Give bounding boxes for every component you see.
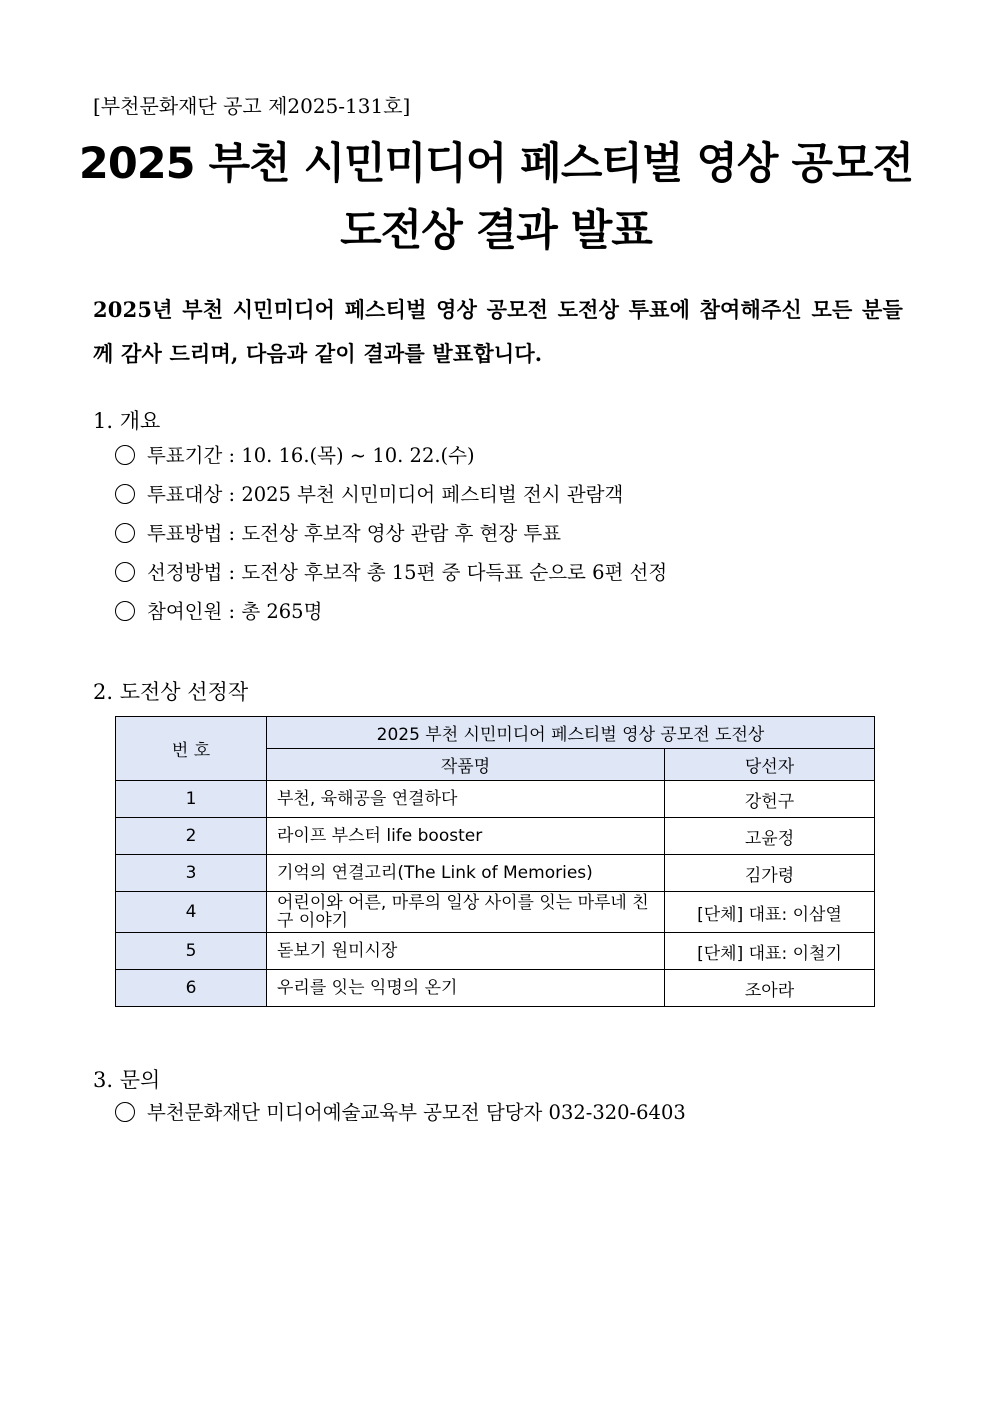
circle-bullet-icon (115, 1102, 135, 1122)
overview-item-text: 투표방법 : 도전상 후보작 영상 관람 후 현장 투표 (147, 522, 562, 545)
table-row (116, 892, 875, 933)
row-winner: 고윤정 (665, 818, 875, 855)
overview-item-text: 투표대상 : 2025 부천 시민미디어 페스티벌 전시 관람객 (147, 483, 624, 506)
page-title: 2025 부천 시민미디어 페스티벌 영상 공모전 (78, 139, 914, 189)
table-row (116, 781, 875, 818)
header-title: 작품명 (267, 749, 665, 781)
circle-bullet-icon (115, 445, 135, 465)
row-winner: 조아라 (665, 970, 875, 1007)
row-number: 6 (116, 970, 267, 1007)
overview-item (115, 597, 667, 636)
circle-bullet-icon (115, 484, 135, 504)
notice-number: [부천문화재단 공고 제2025-131호] (93, 94, 411, 118)
contact-item (115, 1098, 686, 1137)
overview-item (115, 480, 667, 519)
row-number: 4 (116, 892, 267, 933)
table-row (116, 933, 875, 970)
row-title: 어린이와 어른, 마루의 일상 사이를 잇는 마루네 친구 이야기 (267, 892, 665, 933)
table-row (116, 855, 875, 892)
table-row (116, 818, 875, 855)
overview-item (115, 519, 667, 558)
overview-item-text: 투표기간 : 10. 16.(목) ~ 10. 22.(수) (147, 444, 475, 467)
row-title: 라이프 부스터 life booster (267, 818, 665, 855)
header-award-group: 2025 부천 시민미디어 페스티벌 영상 공모전 도전상 (267, 717, 875, 749)
row-title: 돋보기 원미시장 (267, 933, 665, 970)
row-winner: [단체] 대표: 이철기 (665, 933, 875, 970)
row-title: 우리를 잇는 익명의 온기 (267, 970, 665, 1007)
circle-bullet-icon (115, 601, 135, 621)
row-number: 2 (116, 818, 267, 855)
circle-bullet-icon (115, 562, 135, 582)
row-title: 부천, 육해공을 연결하다 (267, 781, 665, 818)
row-number: 3 (116, 855, 267, 892)
contact-list (115, 1098, 686, 1137)
row-title: 기억의 연결고리(The Link of Memories) (267, 855, 665, 892)
section-overview-heading: 1. 개요 (93, 409, 161, 433)
header-winner: 당선자 (665, 749, 875, 781)
overview-item-text: 참여인원 : 총 265명 (147, 600, 323, 623)
row-winner: 김가령 (665, 855, 875, 892)
overview-item (115, 441, 667, 480)
section-winners-heading: 2. 도전상 선정작 (93, 680, 249, 704)
header-number: 번 호 (116, 717, 267, 781)
section-contact-heading: 3. 문의 (93, 1068, 161, 1092)
row-number: 1 (116, 781, 267, 818)
table-header-row (116, 717, 875, 749)
page-subtitle: 도전상 결과 발표 (340, 206, 652, 256)
circle-bullet-icon (115, 523, 135, 543)
overview-list (115, 441, 667, 636)
table-row (116, 970, 875, 1007)
row-winner: 강헌구 (665, 781, 875, 818)
intro-paragraph: 2025년 부천 시민미디어 페스티벌 영상 공모전 도전상 투표에 참여해주신 모든 분들께 감사 드리며, 다음과 같이 결과를 발표합니다. (93, 297, 903, 366)
overview-item (115, 558, 667, 597)
row-number: 5 (116, 933, 267, 970)
contact-item-text: 부천문화재단 미디어예술교육부 공모전 담당자 032-320-6403 (147, 1101, 686, 1124)
winners-table (115, 716, 875, 1007)
row-winner: [단체] 대표: 이삼열 (665, 892, 875, 933)
overview-item-text: 선정방법 : 도전상 후보작 총 15편 중 다득표 순으로 6편 선정 (147, 561, 668, 584)
